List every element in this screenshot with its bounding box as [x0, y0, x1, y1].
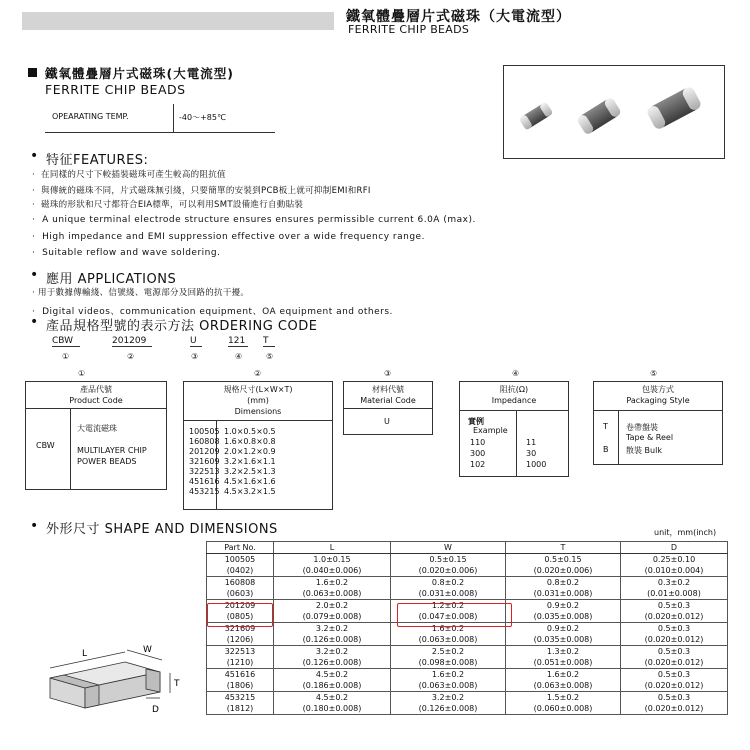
applications-heading: 應用 APPLICATIONS: [46, 272, 177, 287]
diagram-label-w: W: [143, 645, 152, 655]
cell-part: 321609: [207, 623, 274, 635]
code-part-2: 201209: [112, 336, 152, 347]
table-row-inch: [207, 680, 728, 692]
unit-label: unit，mm(inch): [654, 528, 717, 537]
cell-part-inch: (1210): [207, 657, 274, 669]
cell-d: 0.5±0.3: [621, 600, 728, 612]
feature-en-3: · Suitable reflow and wave soldering.: [32, 248, 221, 258]
cell-part-inch: (1206): [207, 634, 274, 646]
cell-part-inch: (0603): [207, 588, 274, 600]
highlight-w-201209: [397, 603, 512, 627]
table-row-inch: [207, 565, 728, 577]
impedance-value: 1000: [526, 460, 547, 469]
cell-t-inch: (0.063±0.008): [506, 680, 621, 692]
cell-w-inch: (0.063±0.008): [391, 634, 506, 646]
impedance-code: 110: [470, 438, 486, 447]
cell-part-inch: (1806): [207, 680, 274, 692]
cell-l-inch: (0.180±0.008): [274, 703, 391, 715]
box5-num: ⑤: [650, 369, 658, 378]
application-zh: · 用于數據傳輸綫、信號綫、電源部分及回路的抗干擾。: [32, 288, 250, 298]
cell-w-inch: (0.047±0.008): [391, 611, 506, 623]
dimension-code: 321609: [189, 457, 220, 466]
code-part-5: T: [263, 336, 275, 347]
feature-en-2: · High impedance and EMI suppression effective over a wide frequency range.: [32, 232, 425, 242]
operating-temp-box: [45, 104, 275, 133]
cell-part: 160808: [207, 577, 274, 589]
product-code-desc-en: MULTILAYER CHIP POWER BEADS: [77, 446, 147, 466]
diagram-label-l: L: [82, 649, 88, 659]
packaging-header: 包裝方式 Packaging Style: [594, 382, 722, 411]
dimensions-box: [183, 381, 333, 510]
box2-num: ②: [254, 369, 262, 378]
cell-l-inch: (0.126±0.008): [274, 634, 391, 646]
col-l: L: [274, 542, 391, 554]
product-photo: [503, 65, 725, 159]
feature-zh-1: · 在同樣的尺寸下較插裝磁珠可產生較高的阻抗值: [32, 170, 226, 180]
material-value: U: [384, 417, 390, 426]
dimension-code: 451616: [189, 477, 220, 486]
cell-part-inch: (0402): [207, 565, 274, 577]
header-title-zh: 鐵氧體疊層片式磁珠（大電流型）: [346, 9, 571, 25]
small-bead-icon: [519, 102, 554, 131]
code-num-3: ③: [191, 352, 199, 361]
cell-t: 0.8±0.2: [506, 577, 621, 589]
dimension-size: 1.0×0.5×0.5: [224, 427, 276, 436]
box1-num: ①: [78, 369, 86, 378]
cell-w: 2.5±0.2: [391, 646, 506, 658]
diagram-label-t: T: [174, 679, 180, 689]
table-row: [207, 577, 728, 589]
cell-t: 1.6±0.2: [506, 669, 621, 681]
box4-num: ④: [512, 369, 520, 378]
bullet-icon: •: [30, 148, 39, 164]
cell-l: 1.6±0.2: [274, 577, 391, 589]
cell-l: 4.5±0.2: [274, 669, 391, 681]
code-part-3: U: [190, 336, 202, 347]
dimension-code: 453215: [189, 487, 220, 496]
cell-l: 4.5±0.2: [274, 692, 391, 704]
cell-d: 0.5±0.3: [621, 669, 728, 681]
cell-part-inch: (0805): [207, 611, 274, 623]
product-title-en: FERRITE CHIP BEADS: [45, 82, 186, 97]
impedance-code: 102: [470, 460, 486, 469]
box3-num: ③: [384, 369, 392, 378]
chip-dimension-diagram: [30, 640, 200, 730]
col-t: T: [506, 542, 621, 554]
dimension-size: 3.2×2.5×1.3: [224, 467, 276, 476]
product-code-header: 產品代號 Product Code: [26, 382, 166, 409]
impedance-header: 阻抗(Ω) Impedance: [460, 382, 568, 411]
material-box: [343, 381, 433, 435]
cell-w: 3.2±0.2: [391, 692, 506, 704]
code-num-5: ⑤: [266, 352, 274, 361]
cell-l: 1.0±0.15: [274, 554, 391, 566]
feature-en-1: · A unique terminal electrode structure ensures ensures permissible current 6.0A (max).: [32, 215, 476, 225]
cell-l: 2.0±0.2: [274, 600, 391, 612]
packaging-box: [593, 381, 723, 465]
cell-d-inch: (0.020±0.012): [621, 634, 728, 646]
cell-t: 1.5±0.2: [506, 692, 621, 704]
medium-bead-icon: [576, 96, 622, 135]
pack-code-b: B: [603, 445, 609, 454]
material-header: 材料代號 Material Code: [344, 382, 432, 409]
cell-d-inch: (0.01±0.008): [621, 588, 728, 600]
dimension-code: 100505: [189, 427, 220, 436]
cell-w-inch: (0.031±0.008): [391, 588, 506, 600]
dimensions-header: 規格尺寸(L×W×T) (mm) Dimensions: [184, 382, 332, 421]
code-part-1: CBW: [52, 336, 80, 347]
table-row-inch: [207, 657, 728, 669]
dimension-size: 3.2×1.6×1.1: [224, 457, 276, 466]
cell-w: 1.6±0.2: [391, 669, 506, 681]
dimension-code: 160808: [189, 437, 220, 446]
bullet-icon: •: [30, 518, 39, 534]
cell-t: 1.3±0.2: [506, 646, 621, 658]
table-row-inch: [207, 588, 728, 600]
cell-d-inch: (0.010±0.004): [621, 565, 728, 577]
cell-t: 0.5±0.15: [506, 554, 621, 566]
col-part: Part No.: [207, 542, 274, 554]
ordering-heading: 產品規格型號的表示方法 ORDERING CODE: [46, 319, 318, 334]
cell-d-inch: (0.020±0.012): [621, 657, 728, 669]
col-d: D: [621, 542, 728, 554]
cell-d-inch: (0.020±0.012): [621, 611, 728, 623]
highlight-part-201209: [207, 603, 273, 627]
cell-t-inch: (0.035±0.008): [506, 611, 621, 623]
cell-l-inch: (0.186±0.008): [274, 680, 391, 692]
cell-part: 100505: [207, 554, 274, 566]
cell-d: 0.5±0.3: [621, 692, 728, 704]
product-code-box: [25, 381, 167, 490]
table-row: [207, 646, 728, 658]
cell-d-inch: (0.020±0.012): [621, 680, 728, 692]
code-num-2: ②: [127, 352, 135, 361]
dimension-code: 201209: [189, 447, 220, 456]
cell-part: 322513: [207, 646, 274, 658]
cell-t: 0.9±0.2: [506, 623, 621, 635]
bullet-icon: •: [30, 267, 39, 283]
cell-l-inch: (0.040±0.006): [274, 565, 391, 577]
cell-t: 0.9±0.2: [506, 600, 621, 612]
dimension-size: 4.5×3.2×1.5: [224, 487, 276, 496]
table-row-inch: [207, 634, 728, 646]
pack-code-t: T: [603, 422, 608, 431]
dimension-size: 4.5×1.6×1.6: [224, 477, 276, 486]
temp-label: OPEARATING TEMP.: [52, 112, 129, 121]
cell-w-inch: (0.063±0.008): [391, 680, 506, 692]
cell-l-inch: (0.126±0.008): [274, 657, 391, 669]
cell-l: 3.2±0.2: [274, 623, 391, 635]
product-code-value: CBW: [36, 441, 55, 450]
col-w: W: [391, 542, 506, 554]
cell-w-inch: (0.126±0.008): [391, 703, 506, 715]
dimension-code: 322513: [189, 467, 220, 476]
impedance-example-en: Example: [473, 426, 508, 435]
bullet-icon: •: [30, 314, 39, 330]
dimension-size: 1.6×0.8×0.8: [224, 437, 276, 446]
cell-d: 0.5±0.3: [621, 646, 728, 658]
square-bullet-icon: [28, 68, 37, 77]
cell-w: 1.2±0.2: [391, 600, 506, 612]
cell-t-inch: (0.020±0.006): [506, 565, 621, 577]
cell-w-inch: (0.098±0.008): [391, 657, 506, 669]
cell-part: 451616: [207, 669, 274, 681]
cell-t-inch: (0.051±0.008): [506, 657, 621, 669]
large-bead-icon: [645, 85, 702, 131]
diagram-label-d: D: [152, 705, 159, 715]
impedance-code: 300: [470, 449, 486, 458]
cell-d: 0.25±0.10: [621, 554, 728, 566]
cell-w: 0.5±0.15: [391, 554, 506, 566]
dimension-size: 2.0×1.2×0.9: [224, 447, 276, 456]
header-title-en: FERRITE CHIP BEADS: [348, 23, 470, 36]
cell-d: 0.3±0.2: [621, 577, 728, 589]
cell-l: 3.2±0.2: [274, 646, 391, 658]
feature-zh-2: · 與傳統的磁珠不同，片式磁珠無引綫，只要簡單的安裝到PCB板上就可抑制EMI和RFI: [32, 186, 371, 196]
impedance-box: [459, 381, 569, 477]
table-row: [207, 554, 728, 566]
cell-d: 0.5±0.3: [621, 623, 728, 635]
header-bar: [22, 12, 334, 30]
pack-desc-en-t: Tape & Reel: [626, 433, 674, 442]
cell-part: 453215: [207, 692, 274, 704]
shape-heading: 外形尺寸 SHAPE AND DIMENSIONS: [46, 522, 278, 537]
cell-t-inch: (0.060±0.008): [506, 703, 621, 715]
temp-divider: [173, 104, 174, 132]
product-code-desc-zh: 大電流磁珠: [77, 424, 117, 433]
cell-d-inch: (0.020±0.012): [621, 703, 728, 715]
chip-beads-illustration: [504, 66, 724, 158]
cell-t-inch: (0.035±0.008): [506, 634, 621, 646]
cell-t-inch: (0.031±0.008): [506, 588, 621, 600]
impedance-value: 11: [526, 438, 537, 447]
feature-zh-3: · 磁珠的形狀和尺寸都符合EIA標準，可以利用SMT設備進行自動貼裝: [32, 200, 304, 210]
impedance-value: 30: [526, 449, 537, 458]
pack-desc-b: 散裝 Bulk: [626, 446, 662, 455]
features-heading: 特征FEATURES:: [46, 153, 149, 168]
cell-l-inch: (0.063±0.008): [274, 588, 391, 600]
impedance-example-zh: 實例: [468, 417, 484, 426]
cell-w-inch: (0.020±0.006): [391, 565, 506, 577]
cell-part: 201209: [207, 600, 274, 612]
cell-part-inch: (1812): [207, 703, 274, 715]
table-header-row: [207, 542, 728, 554]
product-title-zh: 鐵氧體疊層片式磁珠(大電流型): [45, 66, 234, 81]
code-num-1: ①: [62, 352, 70, 361]
table-row: [207, 669, 728, 681]
code-part-4: 121: [228, 336, 248, 347]
application-en: · Digital videos、communication equipment、OA equipment and others.: [32, 307, 393, 317]
cell-w: 0.8±0.2: [391, 577, 506, 589]
cell-w: 1.6±0.2: [391, 623, 506, 635]
temp-value: -40～+85℃: [179, 113, 226, 122]
cell-l-inch: (0.079±0.008): [274, 611, 391, 623]
table-row-inch: [207, 703, 728, 715]
code-num-4: ④: [235, 352, 243, 361]
table-row: [207, 692, 728, 704]
dimensions-table: [206, 541, 728, 715]
pack-desc-zh-t: 卷帶盤裝: [626, 423, 658, 432]
